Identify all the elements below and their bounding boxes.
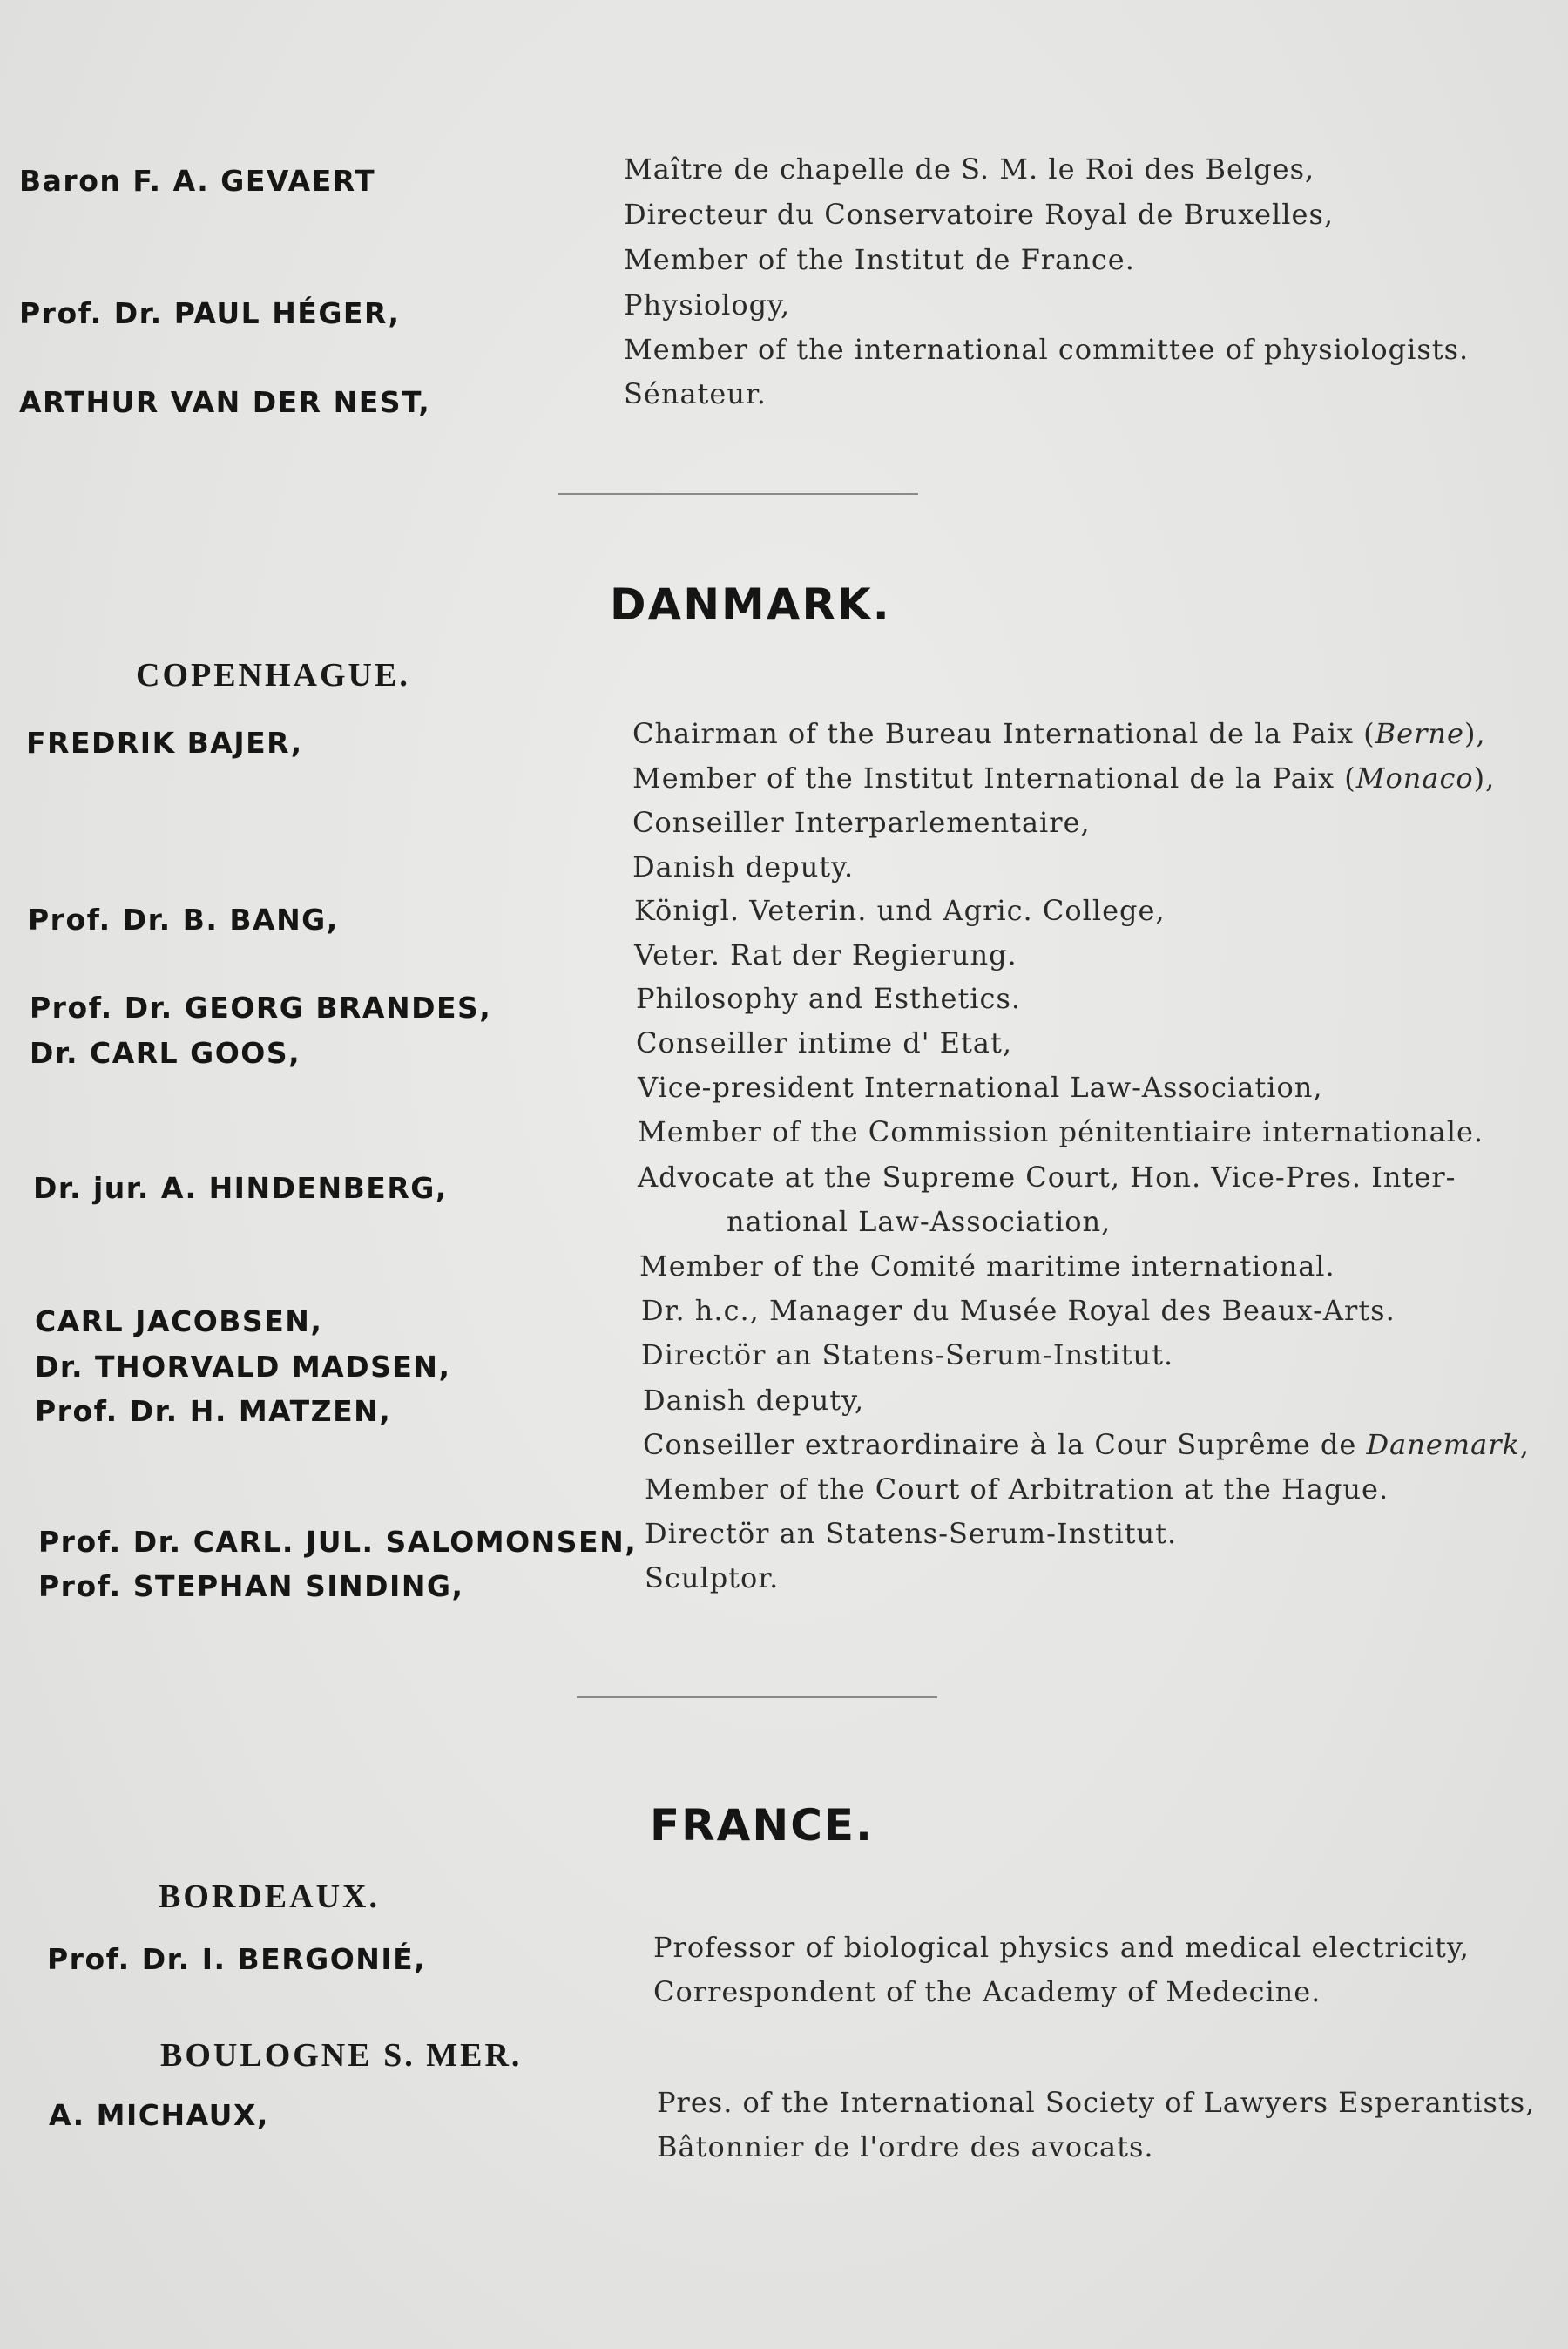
- member-description-line: Philosophy and Esthetics.: [636, 982, 1022, 1015]
- city-heading: BORDEAUX.: [159, 1879, 380, 1915]
- member-description-line: Pres. of the International Society of Lawyers Esperantists,: [657, 2086, 1536, 2119]
- member-description-line: Conseiller Interparlementaire,: [632, 806, 1091, 839]
- member-name: Dr. CARL GOOS,: [30, 1036, 301, 1070]
- member-description-line: Danish deputy.: [632, 850, 855, 883]
- member-name: A. MICHAUX,: [49, 2098, 269, 2132]
- member-description-line: Maître de chapelle de S. M. le Roi des Belges,: [624, 152, 1315, 186]
- member-name: Prof. Dr. PAUL HÉGER,: [19, 296, 401, 330]
- member-description-line: Directör an Statens-Serum-Institut.: [641, 1338, 1174, 1371]
- member-description-line: Directeur du Conservatoire Royal de Bruxelles,: [624, 198, 1335, 231]
- member-name: Prof. Dr. B. BANG,: [28, 903, 339, 937]
- member-description-line: Member of the international committee of physiologists.: [624, 333, 1470, 366]
- member-name: Prof. STEPHAN SINDING,: [38, 1569, 464, 1603]
- section-divider: [577, 1696, 937, 1698]
- member-description-line: Member of the Comité maritime international.: [639, 1249, 1335, 1283]
- member-name: CARL JACOBSEN,: [35, 1304, 323, 1338]
- member-name: Prof. Dr. GEORG BRANDES,: [30, 991, 492, 1025]
- member-description-line: Correspondent of the Academy of Medecine.: [653, 1975, 1321, 2008]
- member-name: ARTHUR VAN DER NEST,: [19, 385, 431, 419]
- member-description-line: Vice-president International Law-Association,: [638, 1071, 1323, 1104]
- member-name: Prof. Dr. CARL. JUL. SALOMONSEN,: [38, 1525, 638, 1559]
- member-description-line: Physiology,: [624, 288, 791, 322]
- member-description-line: Member of the Court of Arbitration at the Hague.: [645, 1472, 1389, 1506]
- member-description-line: Sculptor.: [645, 1561, 780, 1594]
- member-name: Dr. jur. A. HINDENBERG,: [33, 1171, 448, 1205]
- member-description-line: national Law-Association,: [727, 1205, 1112, 1238]
- member-description-line: Professor of biological physics and medical electricity,: [653, 1931, 1470, 1964]
- city-heading: BOULOGNE S. MER.: [160, 2037, 523, 2074]
- member-name: Prof. Dr. H. MATZEN,: [35, 1394, 392, 1428]
- member-description-line: Advocate at the Supreme Court, Hon. Vice-Pres. Inter-: [638, 1161, 1456, 1194]
- country-heading: DANMARK.: [610, 579, 891, 630]
- member-description-line: Directör an Statens-Serum-Institut.: [645, 1517, 1178, 1550]
- member-description-line: Danish deputy,: [643, 1384, 865, 1417]
- member-description-line: Chairman of the Bureau International de la Paix (Berne),: [632, 717, 1486, 750]
- member-description-line: Dr. h.c., Manager du Musée Royal des Beaux-Arts.: [641, 1294, 1396, 1327]
- section-divider: [558, 493, 918, 495]
- country-heading: FRANCE.: [650, 1800, 875, 1851]
- member-description-line: Conseiller intime d' Etat,: [636, 1026, 1012, 1059]
- member-name: FREDRIK BAJER,: [26, 726, 303, 760]
- member-description-line: Conseiller extraordinaire à la Cour Suprême de Danemark,: [643, 1428, 1531, 1461]
- member-name: Prof. Dr. I. BERGONIÉ,: [47, 1942, 427, 1976]
- member-name: Dr. THORVALD MADSEN,: [35, 1350, 451, 1384]
- member-description-line: Sénateur.: [624, 377, 767, 410]
- member-description-line: Member of the Commission pénitentiaire internationale.: [638, 1115, 1484, 1148]
- member-description-line: Königl. Veterin. und Agric. College,: [634, 894, 1166, 927]
- member-description-line: Veter. Rat der Regierung.: [634, 938, 1017, 971]
- member-description-line: Member of the Institut International de la Paix (Monaco),: [632, 762, 1496, 795]
- member-description-line: Bâtonnier de l'ordre des avocats.: [657, 2130, 1154, 2163]
- city-heading: COPENHAGUE.: [136, 657, 410, 694]
- member-description-line: Member of the Institut de France.: [624, 243, 1135, 276]
- member-name: Baron F. A. GEVAERT: [19, 164, 376, 198]
